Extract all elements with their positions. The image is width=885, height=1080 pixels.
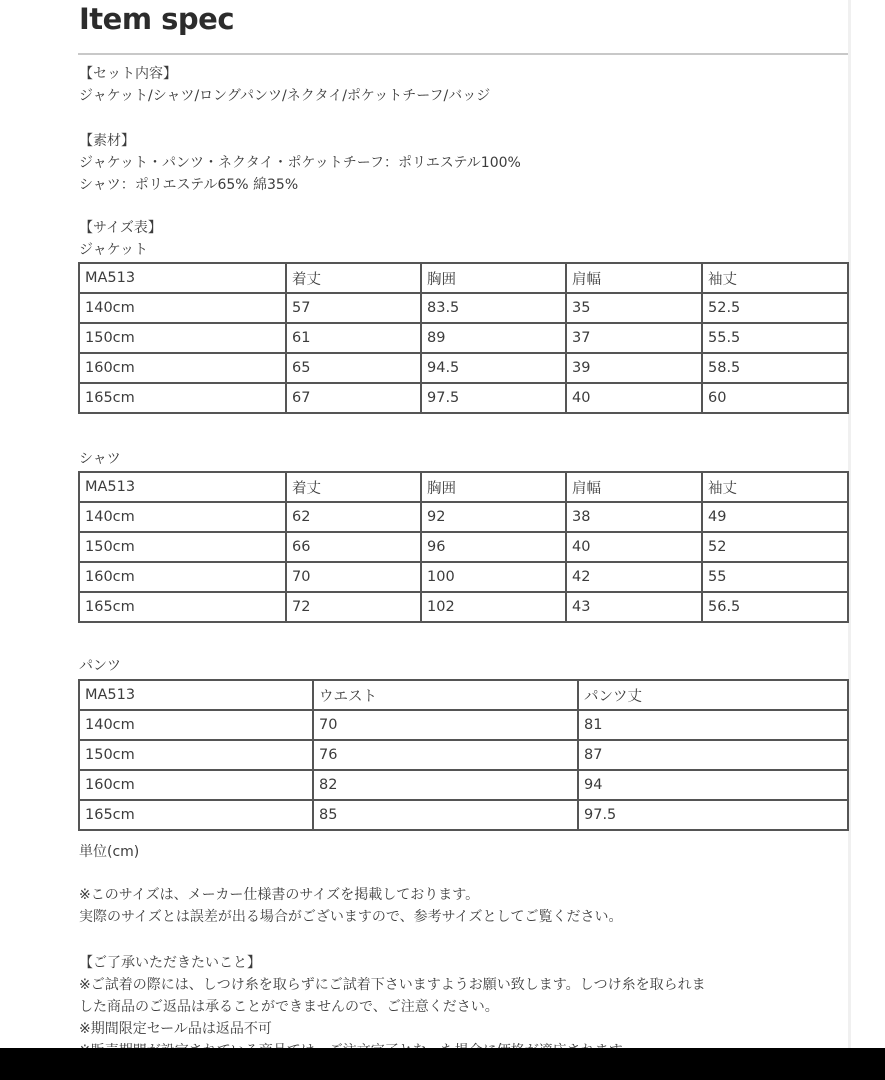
table-cell: 165cm <box>79 592 286 622</box>
table-cell: 35 <box>566 293 702 323</box>
table-cell: 165cm <box>79 383 286 413</box>
table-cell: 58.5 <box>702 353 848 383</box>
table-cell: 140cm <box>79 502 286 532</box>
size-note-line: 実際のサイズとは誤差が出る場合がございますので、参考サイズとしてご覧ください。 <box>79 909 623 925</box>
table-cell: 55.5 <box>702 323 848 353</box>
jacket-size-table <box>78 262 849 414</box>
title-divider <box>78 53 848 55</box>
header-cell: 着丈 <box>286 263 421 293</box>
table-header-row <box>79 472 848 502</box>
table-cell: 85 <box>313 800 578 830</box>
material-line: シャツ：ポリエステル65% 綿35% <box>79 177 299 193</box>
table-cell: 66 <box>286 532 421 562</box>
header-cell: 肩幅 <box>566 263 702 293</box>
table-cell: 37 <box>566 323 702 353</box>
notice-line: した商品のご返品は承ることができませんので、ご注意ください。 <box>79 999 499 1015</box>
notice-line: ※ご試着の際には、しつけ糸を取らずにご試着下さいますようお願い致します。しつけ糸を取られま <box>79 977 706 993</box>
header-cell: 袖丈 <box>702 263 848 293</box>
set-contents-section <box>79 63 490 107</box>
table-row <box>79 323 848 353</box>
header-cell: パンツ丈 <box>578 680 848 710</box>
table-cell: 83.5 <box>421 293 566 323</box>
table-cell: 42 <box>566 562 702 592</box>
table-cell: 150cm <box>79 323 286 353</box>
table-cell: 57 <box>286 293 421 323</box>
table-row <box>79 532 848 562</box>
table-cell: 165cm <box>79 800 313 830</box>
table-cell: 102 <box>421 592 566 622</box>
table-cell: 52 <box>702 532 848 562</box>
table-cell: 76 <box>313 740 578 770</box>
table-row <box>79 592 848 622</box>
notice-heading: 【ご了承いただきたいこと】 <box>79 955 261 971</box>
material-heading: 【素材】 <box>79 133 135 149</box>
pants-size-table <box>78 679 849 831</box>
table-cell: 160cm <box>79 353 286 383</box>
table-cell: 56.5 <box>702 592 848 622</box>
table-cell: 67 <box>286 383 421 413</box>
table-cell: 61 <box>286 323 421 353</box>
table-row <box>79 800 848 830</box>
size-chart-heading: 【サイズ表】 <box>79 220 162 236</box>
table-cell: 70 <box>313 710 578 740</box>
table-row <box>79 353 848 383</box>
set-contents-text: ジャケット/シャツ/ロングパンツ/ネクタイ/ポケットチーフ/バッジ <box>79 88 491 104</box>
table-cell: 52.5 <box>702 293 848 323</box>
material-section <box>79 130 521 196</box>
table-cell: 160cm <box>79 562 286 592</box>
table-cell: 140cm <box>79 710 313 740</box>
header-cell: MA513 <box>79 472 286 502</box>
table-cell: 43 <box>566 592 702 622</box>
table-cell: 40 <box>566 383 702 413</box>
table-cell: 150cm <box>79 740 313 770</box>
table-cell: 97.5 <box>578 800 848 830</box>
header-cell: 胸囲 <box>421 263 566 293</box>
header-cell: MA513 <box>79 680 313 710</box>
jacket-label: ジャケット <box>79 242 149 258</box>
table-cell: 55 <box>702 562 848 592</box>
table-row <box>79 502 848 532</box>
header-cell: 袖丈 <box>702 472 848 502</box>
table-cell: 100 <box>421 562 566 592</box>
table-row <box>79 293 848 323</box>
table-row <box>79 383 848 413</box>
material-line: ジャケット・パンツ・ネクタイ・ポケットチーフ：ポリエステル100% <box>79 155 521 171</box>
table-row <box>79 562 848 592</box>
table-header-row <box>79 680 848 710</box>
size-chart-section <box>79 217 162 261</box>
header-cell: 肩幅 <box>566 472 702 502</box>
table-cell: 94.5 <box>421 353 566 383</box>
table-cell: 49 <box>702 502 848 532</box>
notice-section <box>79 952 706 1062</box>
table-cell: 150cm <box>79 532 286 562</box>
page-title: Item spec <box>79 2 235 36</box>
table-cell: 96 <box>421 532 566 562</box>
table-row <box>79 710 848 740</box>
table-cell: 89 <box>421 323 566 353</box>
table-cell: 94 <box>578 770 848 800</box>
header-cell: ウエスト <box>313 680 578 710</box>
unit-note: 単位(cm) <box>79 844 140 860</box>
table-cell: 81 <box>578 710 848 740</box>
table-cell: 97.5 <box>421 383 566 413</box>
table-cell: 87 <box>578 740 848 770</box>
table-cell: 39 <box>566 353 702 383</box>
table-row <box>79 740 848 770</box>
table-cell: 92 <box>421 502 566 532</box>
set-contents-heading: 【セット内容】 <box>79 66 177 82</box>
size-note-section <box>79 884 622 928</box>
notice-line: ※期間限定セール品は返品不可 <box>79 1021 272 1037</box>
pants-label: パンツ <box>79 658 121 674</box>
table-cell: 160cm <box>79 770 313 800</box>
header-cell: 胸囲 <box>421 472 566 502</box>
shirt-size-table <box>78 471 849 623</box>
table-cell: 70 <box>286 562 421 592</box>
bottom-black-bar <box>0 1048 885 1080</box>
shirt-label: シャツ <box>79 451 121 467</box>
table-cell: 140cm <box>79 293 286 323</box>
table-cell: 40 <box>566 532 702 562</box>
table-cell: 72 <box>286 592 421 622</box>
table-cell: 62 <box>286 502 421 532</box>
table-row <box>79 770 848 800</box>
header-cell: MA513 <box>79 263 286 293</box>
table-header-row <box>79 263 848 293</box>
header-cell: 着丈 <box>286 472 421 502</box>
table-cell: 38 <box>566 502 702 532</box>
size-note-line: ※このサイズは、メーカー仕様書のサイズを掲載しております。 <box>79 887 480 903</box>
table-cell: 82 <box>313 770 578 800</box>
table-cell: 60 <box>702 383 848 413</box>
table-cell: 65 <box>286 353 421 383</box>
